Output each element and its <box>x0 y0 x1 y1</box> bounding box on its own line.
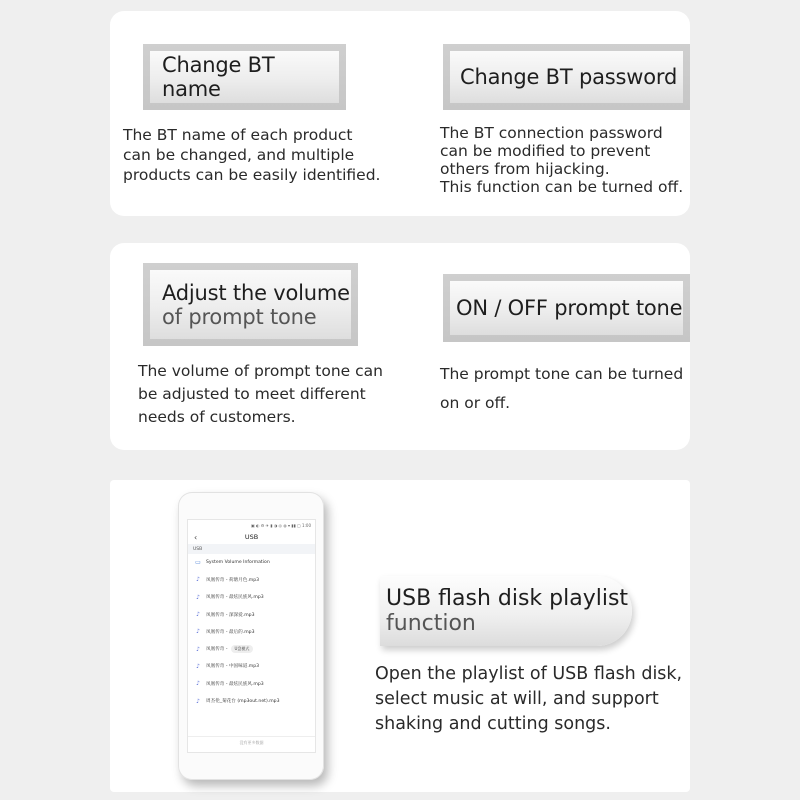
change-bt-name-title: Change BT name <box>162 53 275 101</box>
adjust-volume-title-line1: Adjust the volume <box>162 280 350 305</box>
list-item[interactable] <box>188 640 315 657</box>
app-header <box>188 530 315 544</box>
adjust-volume-title-line2: of prompt tone <box>162 304 317 329</box>
file-name: 凤凰传奇 - 深深爱.mp3 <box>206 612 255 618</box>
breadcrumb: USB <box>188 544 315 554</box>
music-note-icon: ♪ <box>196 611 200 619</box>
file-name: 凤凰传奇 - 最后的.mp3 <box>206 629 255 635</box>
bt-settings-card <box>110 11 690 216</box>
usb-playlist-label <box>380 576 632 646</box>
desc-line: on or off. <box>440 394 511 412</box>
status-bar: ▣ ◐ ⚙ ✈ ▮ ◑ ◎ ◍ ▾ ▮▮ ▢ 1:00 <box>250 522 311 528</box>
desc-line: The BT connection password <box>440 124 663 142</box>
music-note-icon: ♪ <box>196 662 200 670</box>
music-note-icon: ♪ <box>196 645 200 653</box>
file-name: System Volume Information <box>206 560 270 566</box>
desc-line: products can be easily identified. <box>123 166 381 184</box>
file-name: 凤凰传奇 - 荷塘月色.mp3 <box>206 577 260 583</box>
file-name: 凤凰传奇 - 最炫民族风.mp3 <box>206 595 264 601</box>
screen-title: USB <box>244 533 259 541</box>
music-note-icon: ♪ <box>196 697 200 705</box>
change-bt-name-label <box>143 44 346 110</box>
phone-screen <box>187 519 316 753</box>
file-name: 凤凰传奇 - 中国味道.mp3 <box>206 664 260 670</box>
change-bt-password-label <box>443 44 690 110</box>
list-item[interactable] <box>188 692 315 709</box>
change-bt-name-description <box>123 125 380 185</box>
usb-playlist-title-line1: USB flash disk playlist <box>386 586 629 611</box>
prompt-tone-card <box>110 243 690 450</box>
chevron-left-icon[interactable]: ‹ <box>194 532 198 542</box>
file-name: 凤凰传奇 - <box>206 647 228 653</box>
list-item[interactable] <box>188 554 315 571</box>
desc-line: can be modified to prevent <box>440 142 651 160</box>
folder-icon: ▭ <box>195 559 201 567</box>
usb-playlist-description <box>375 662 682 737</box>
file-list <box>188 554 315 710</box>
music-note-icon: ♪ <box>196 593 200 601</box>
desc-line: This function can be turned off. <box>440 178 684 196</box>
phone-mockup <box>178 492 324 780</box>
usb-playlist-card <box>110 480 690 792</box>
desc-line: select music at will, and support <box>375 689 659 709</box>
onoff-prompt-tone-title: ON / OFF prompt tone <box>456 296 683 320</box>
desc-line: needs of customers. <box>138 408 296 426</box>
desc-line: The BT name of each product <box>123 126 353 144</box>
file-name: 凤凰传奇 - 最炫民族风.mp3 <box>206 681 264 687</box>
desc-line: The volume of prompt tone can <box>138 362 383 380</box>
onoff-prompt-tone-label <box>443 274 690 342</box>
desc-line: can be changed, and multiple <box>123 146 355 164</box>
usb-playlist-title-line2: function <box>386 611 476 636</box>
music-note-icon: ♪ <box>196 576 200 584</box>
mode-badge: U盘模式 <box>231 645 254 653</box>
change-bt-password-title: Change BT password <box>460 65 678 89</box>
onoff-prompt-tone-description <box>440 360 683 418</box>
file-name: 周杰伦_菊花台 (mp3out.net).mp3 <box>206 699 280 705</box>
list-item[interactable] <box>188 606 315 623</box>
list-item[interactable] <box>188 571 315 588</box>
desc-line: The prompt tone can be turned <box>440 365 684 383</box>
list-item[interactable] <box>188 675 315 692</box>
music-note-icon: ♪ <box>196 680 200 688</box>
list-footer: 没有更多数据 <box>188 736 315 749</box>
list-item[interactable] <box>188 658 315 675</box>
adjust-volume-label <box>143 263 358 346</box>
desc-line: others from hijacking. <box>440 160 610 178</box>
change-bt-password-description <box>440 124 683 196</box>
desc-line: be adjusted to meet different <box>138 385 366 403</box>
list-item[interactable] <box>188 589 315 606</box>
music-note-icon: ♪ <box>196 628 200 636</box>
desc-line: shaking and cutting songs. <box>375 714 611 734</box>
adjust-volume-description <box>138 360 383 429</box>
list-item[interactable] <box>188 623 315 640</box>
desc-line: Open the playlist of USB flash disk, <box>375 664 683 684</box>
